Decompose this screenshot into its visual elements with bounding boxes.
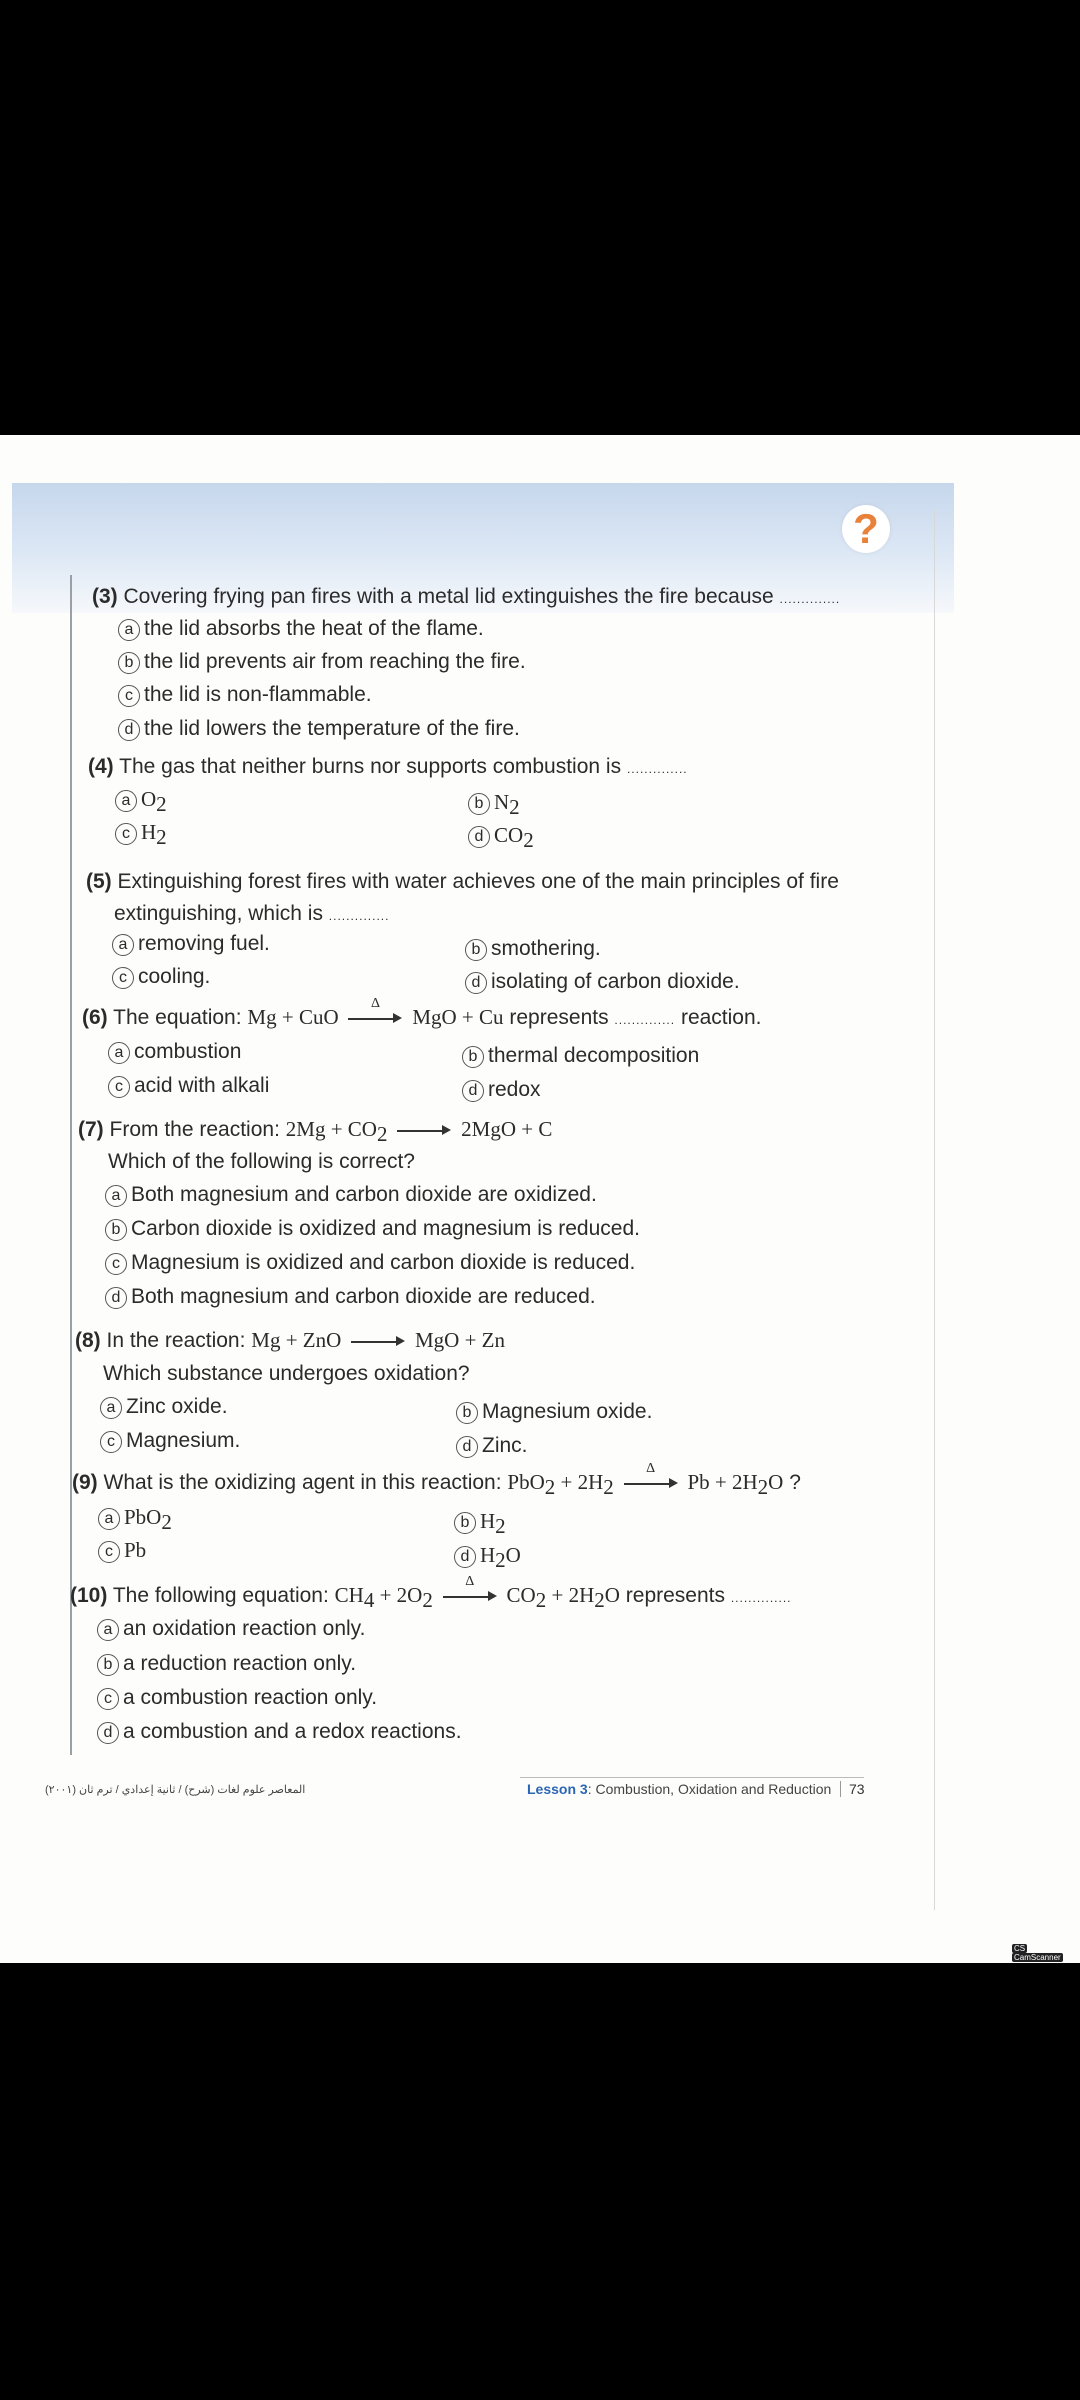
q9-option-c[interactable]: c Pb xyxy=(98,1538,146,1563)
q3-option-c[interactable]: c the lid is non-flammable. xyxy=(118,683,372,707)
q6-option-b[interactable]: b thermal decomposition xyxy=(462,1044,699,1068)
q5-option-d[interactable]: d isolating of carbon dioxide. xyxy=(465,970,740,994)
q10-option-c[interactable]: c a combustion reaction only. xyxy=(97,1686,377,1710)
q9-option-a[interactable]: a PbO$_2$ xyxy=(98,1505,172,1535)
question-5: (5) Extinguishing forest fires with water achieves one of the main principles of fire xyxy=(86,870,839,893)
q6-option-d[interactable]: d redox xyxy=(462,1078,541,1102)
page-number: 73 xyxy=(840,1781,865,1797)
footer-rule xyxy=(520,1777,864,1778)
question-8-line-2: Which substance undergoes oxidation? xyxy=(103,1362,470,1385)
footer-publisher: المعاصر علوم لغات (شرح) / ثانية إعدادي / ترم ثان (٢٠٠١) xyxy=(45,1784,306,1796)
q6-option-a[interactable]: a combustion xyxy=(108,1040,241,1064)
q3-option-a[interactable]: a the lid absorbs the heat of the flame. xyxy=(118,617,484,641)
q3-option-d[interactable]: d the lid lowers the temperature of the fire. xyxy=(118,717,520,741)
q7-option-b[interactable]: b Carbon dioxide is oxidized and magnesium is reduced. xyxy=(105,1217,640,1241)
question-badge-icon: ? xyxy=(842,505,890,553)
q7-option-c[interactable]: c Magnesium is oxidized and carbon dioxide is reduced. xyxy=(105,1251,635,1275)
q8-option-b[interactable]: b Magnesium oxide. xyxy=(456,1400,652,1424)
q5-option-c[interactable]: c cooling. xyxy=(112,965,210,989)
question-3: (3) Covering frying pan fires with a metal lid extinguishes the fire because .............. xyxy=(92,585,841,608)
camscanner-watermark: CSCamScanner xyxy=(1014,1944,1061,1962)
reaction-arrow-icon: Δ xyxy=(443,1588,497,1604)
worksheet-page xyxy=(0,435,1080,1963)
question-8: (8) In the reaction: Mg + ZnO MgO + Zn xyxy=(75,1328,505,1352)
reaction-arrow-icon: Δ xyxy=(624,1475,678,1491)
q4-option-b[interactable]: b $N_2$ xyxy=(468,790,520,820)
q10-option-b[interactable]: b a reduction reaction only. xyxy=(97,1652,356,1676)
q7-option-a[interactable]: a Both magnesium and carbon dioxide are oxidized. xyxy=(105,1183,597,1207)
q3-option-b[interactable]: b the lid prevents air from reaching the fire. xyxy=(118,650,526,674)
question-7-line-2: Which of the following is correct? xyxy=(108,1150,415,1173)
q10-option-d[interactable]: d a combustion and a redox reactions. xyxy=(97,1720,462,1744)
q8-option-c[interactable]: c Magnesium. xyxy=(100,1429,240,1453)
q9-option-d[interactable]: d $H_2O$ xyxy=(454,1543,521,1573)
question-4: (4) The gas that neither burns nor supports combustion is .............. xyxy=(88,755,688,778)
footer-lesson: Lesson 3: Combustion, Oxidation and Reduction xyxy=(527,1781,832,1797)
q8-option-a[interactable]: a Zinc oxide. xyxy=(100,1395,228,1419)
q10-option-a[interactable]: a an oxidation reaction only. xyxy=(97,1617,365,1641)
q7-option-d[interactable]: d Both magnesium and carbon dioxide are reduced. xyxy=(105,1285,596,1309)
q5-option-a[interactable]: a removing fuel. xyxy=(112,932,270,956)
q8-option-d[interactable]: d Zinc. xyxy=(456,1434,528,1458)
question-7: (7) From the reaction: $2Mg + CO_2$ 2MgO + C xyxy=(78,1117,553,1147)
q4-option-d[interactable]: d $CO_2$ xyxy=(468,823,534,853)
q5-option-b[interactable]: b smothering. xyxy=(465,937,601,961)
reaction-arrow-icon xyxy=(351,1333,405,1349)
reaction-arrow-icon xyxy=(397,1122,451,1138)
camscanner-logo-icon: CS xyxy=(1014,1944,1026,1953)
q9-option-b[interactable]: b $H_2$ xyxy=(454,1509,506,1539)
q4-option-c[interactable]: c $H_2$ xyxy=(115,820,167,850)
reaction-arrow-icon: Δ xyxy=(348,1010,402,1026)
question-5-line-2: extinguishing, which is .............. xyxy=(114,902,390,925)
margin-line xyxy=(70,575,72,1755)
question-9: (9) What is the oxidizing agent in this reaction: $PbO_2 + 2H_2$ Δ $Pb + 2H_2O$ ? xyxy=(72,1461,801,1500)
question-10: (10) The following equation: $CH_4 + 2O_2$ Δ $CO_2 + 2H_2O$ represents .............. xyxy=(70,1574,792,1613)
q6-option-c[interactable]: c acid with alkali xyxy=(108,1074,269,1098)
question-6: (6) The equation: Mg + CuO Δ MgO + Cu represents .............. reaction. xyxy=(82,996,762,1029)
right-border xyxy=(934,510,935,1910)
q4-option-a[interactable]: a $O_2$ xyxy=(115,787,167,817)
